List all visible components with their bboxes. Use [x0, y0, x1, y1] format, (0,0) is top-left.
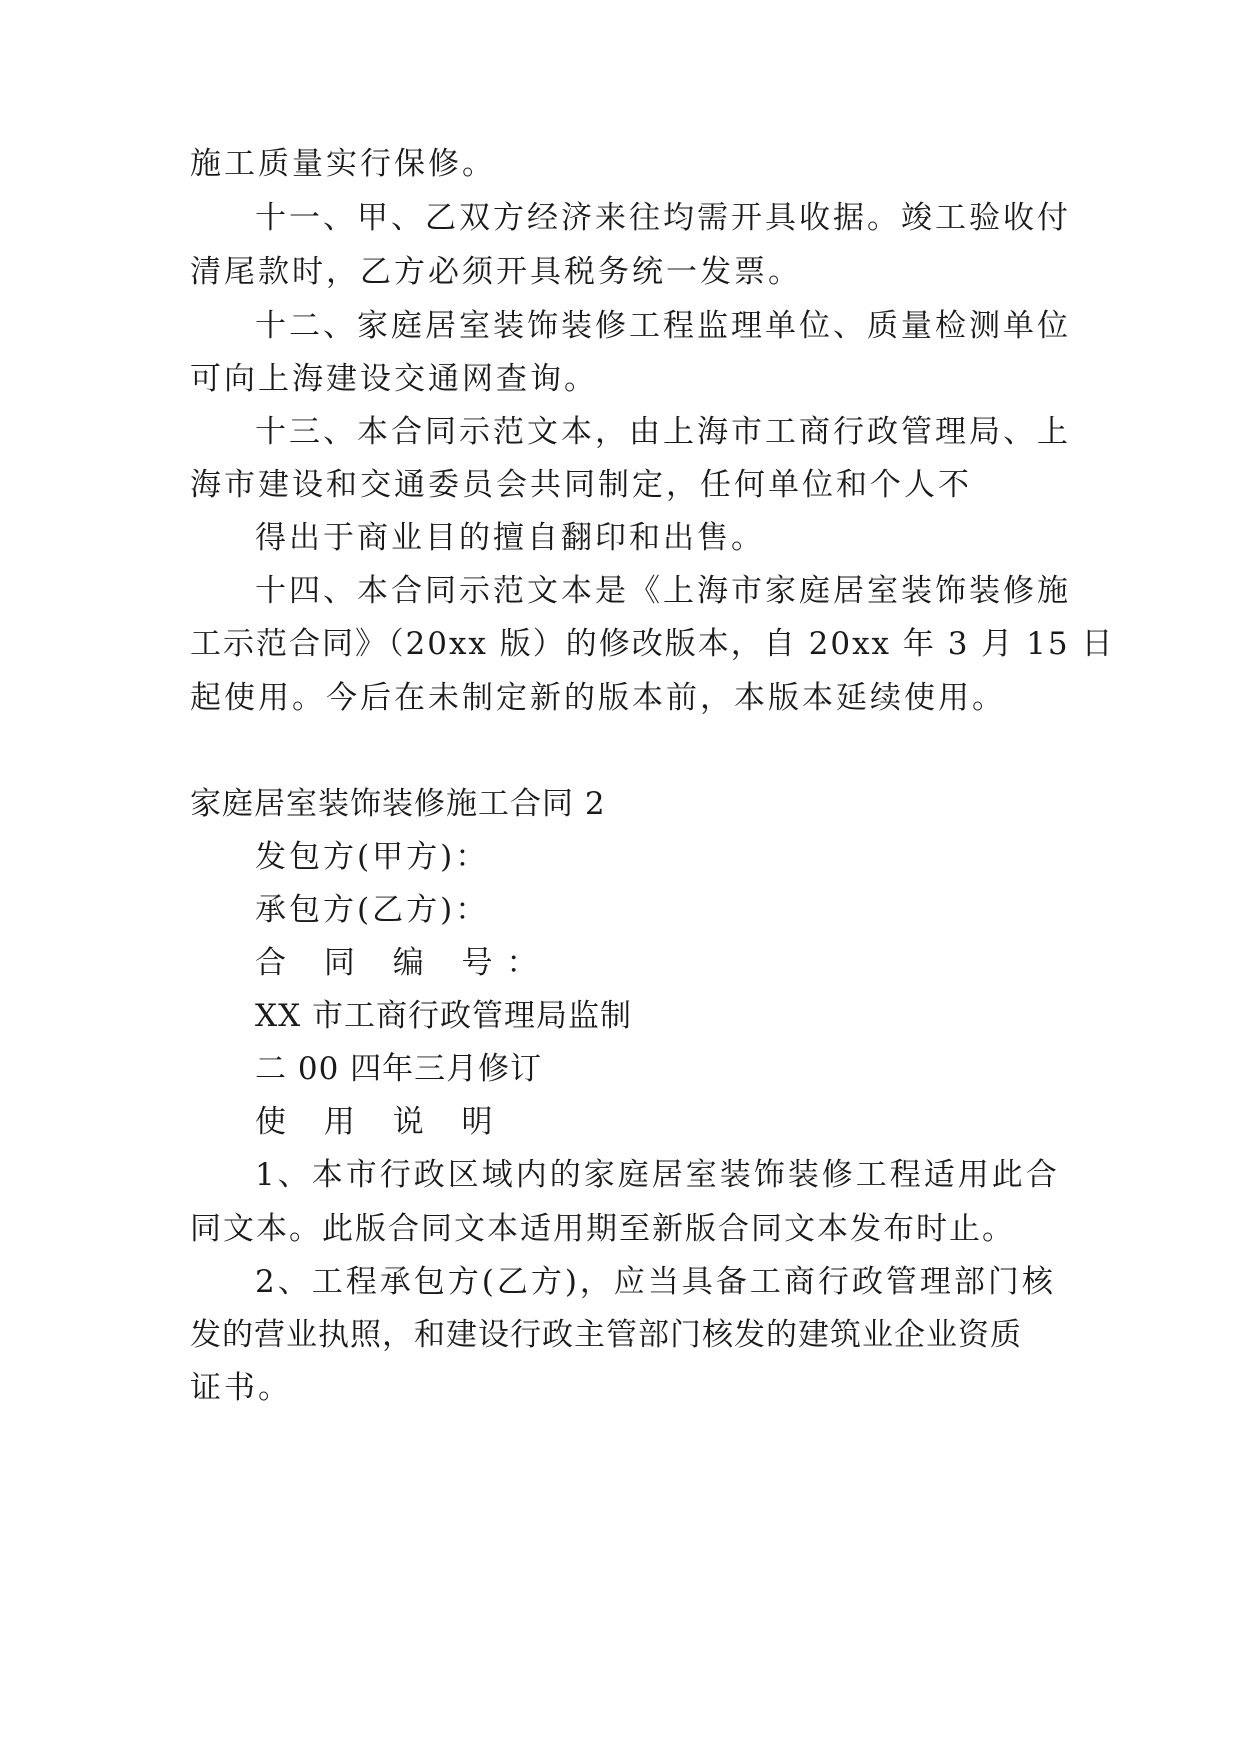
- paragraph-line: 清尾款时，乙方必须开具税务统一发票。: [190, 254, 802, 290]
- paragraph-line: 十四、本合同示范文本是《上海市家庭居室装饰装修施: [255, 573, 1071, 609]
- paragraph-line: 得出于商业目的擅自翻印和出售。: [255, 520, 765, 556]
- paragraph-line: 十二、家庭居室装饰装修工程监理单位、质量检测单位: [255, 308, 1071, 344]
- paragraph-line: 海市建设和交通委员会共同制定，任何单位和个人不: [190, 467, 972, 503]
- paragraph-line: 可向上海建设交通网查询。: [190, 361, 598, 397]
- paragraph-line: 十三、本合同示范文本，由上海市工商行政管理局、上: [255, 414, 1071, 450]
- paragraph-line: 2、工程承包方(乙方)，应当具备工商行政管理部门核: [255, 1264, 1056, 1300]
- supervisor-line: XX 市工商行政管理局监制: [255, 998, 632, 1034]
- instructions-heading: 使 用 说 明: [255, 1104, 507, 1140]
- paragraph-line: 工示范合同》（20xx 版）的修改版本，自 20xx 年 3 月 15 日: [190, 626, 1115, 662]
- party-a-label: 发包方(甲方)：: [255, 839, 490, 875]
- paragraph-line: 起使用。今后在未制定新的版本前，本版本延续使用。: [190, 680, 1006, 716]
- contract-number-label: 合 同 编 号：: [255, 945, 552, 981]
- paragraph-line: 施工质量实行保修。: [190, 146, 496, 182]
- paragraph-line: 1、本市行政区域内的家庭居室装饰装修工程适用此合: [255, 1157, 1060, 1193]
- contract-title: 家庭居室装饰装修施工合同 2: [190, 786, 606, 822]
- paragraph-line: 证书。: [190, 1370, 292, 1406]
- paragraph-line: 发的营业执照，和建设行政主管部门核发的建筑业企业资质: [190, 1317, 1022, 1353]
- paragraph-line: 十一、甲、乙双方经济来往均需开具收据。竣工验收付: [255, 200, 1071, 236]
- party-b-label: 承包方(乙方)：: [255, 892, 490, 928]
- revision-line: 二 00 四年三月修订: [255, 1051, 543, 1087]
- paragraph-line: 同文本。此版合同文本适用期至新版合同文本发布时止。: [190, 1211, 1015, 1247]
